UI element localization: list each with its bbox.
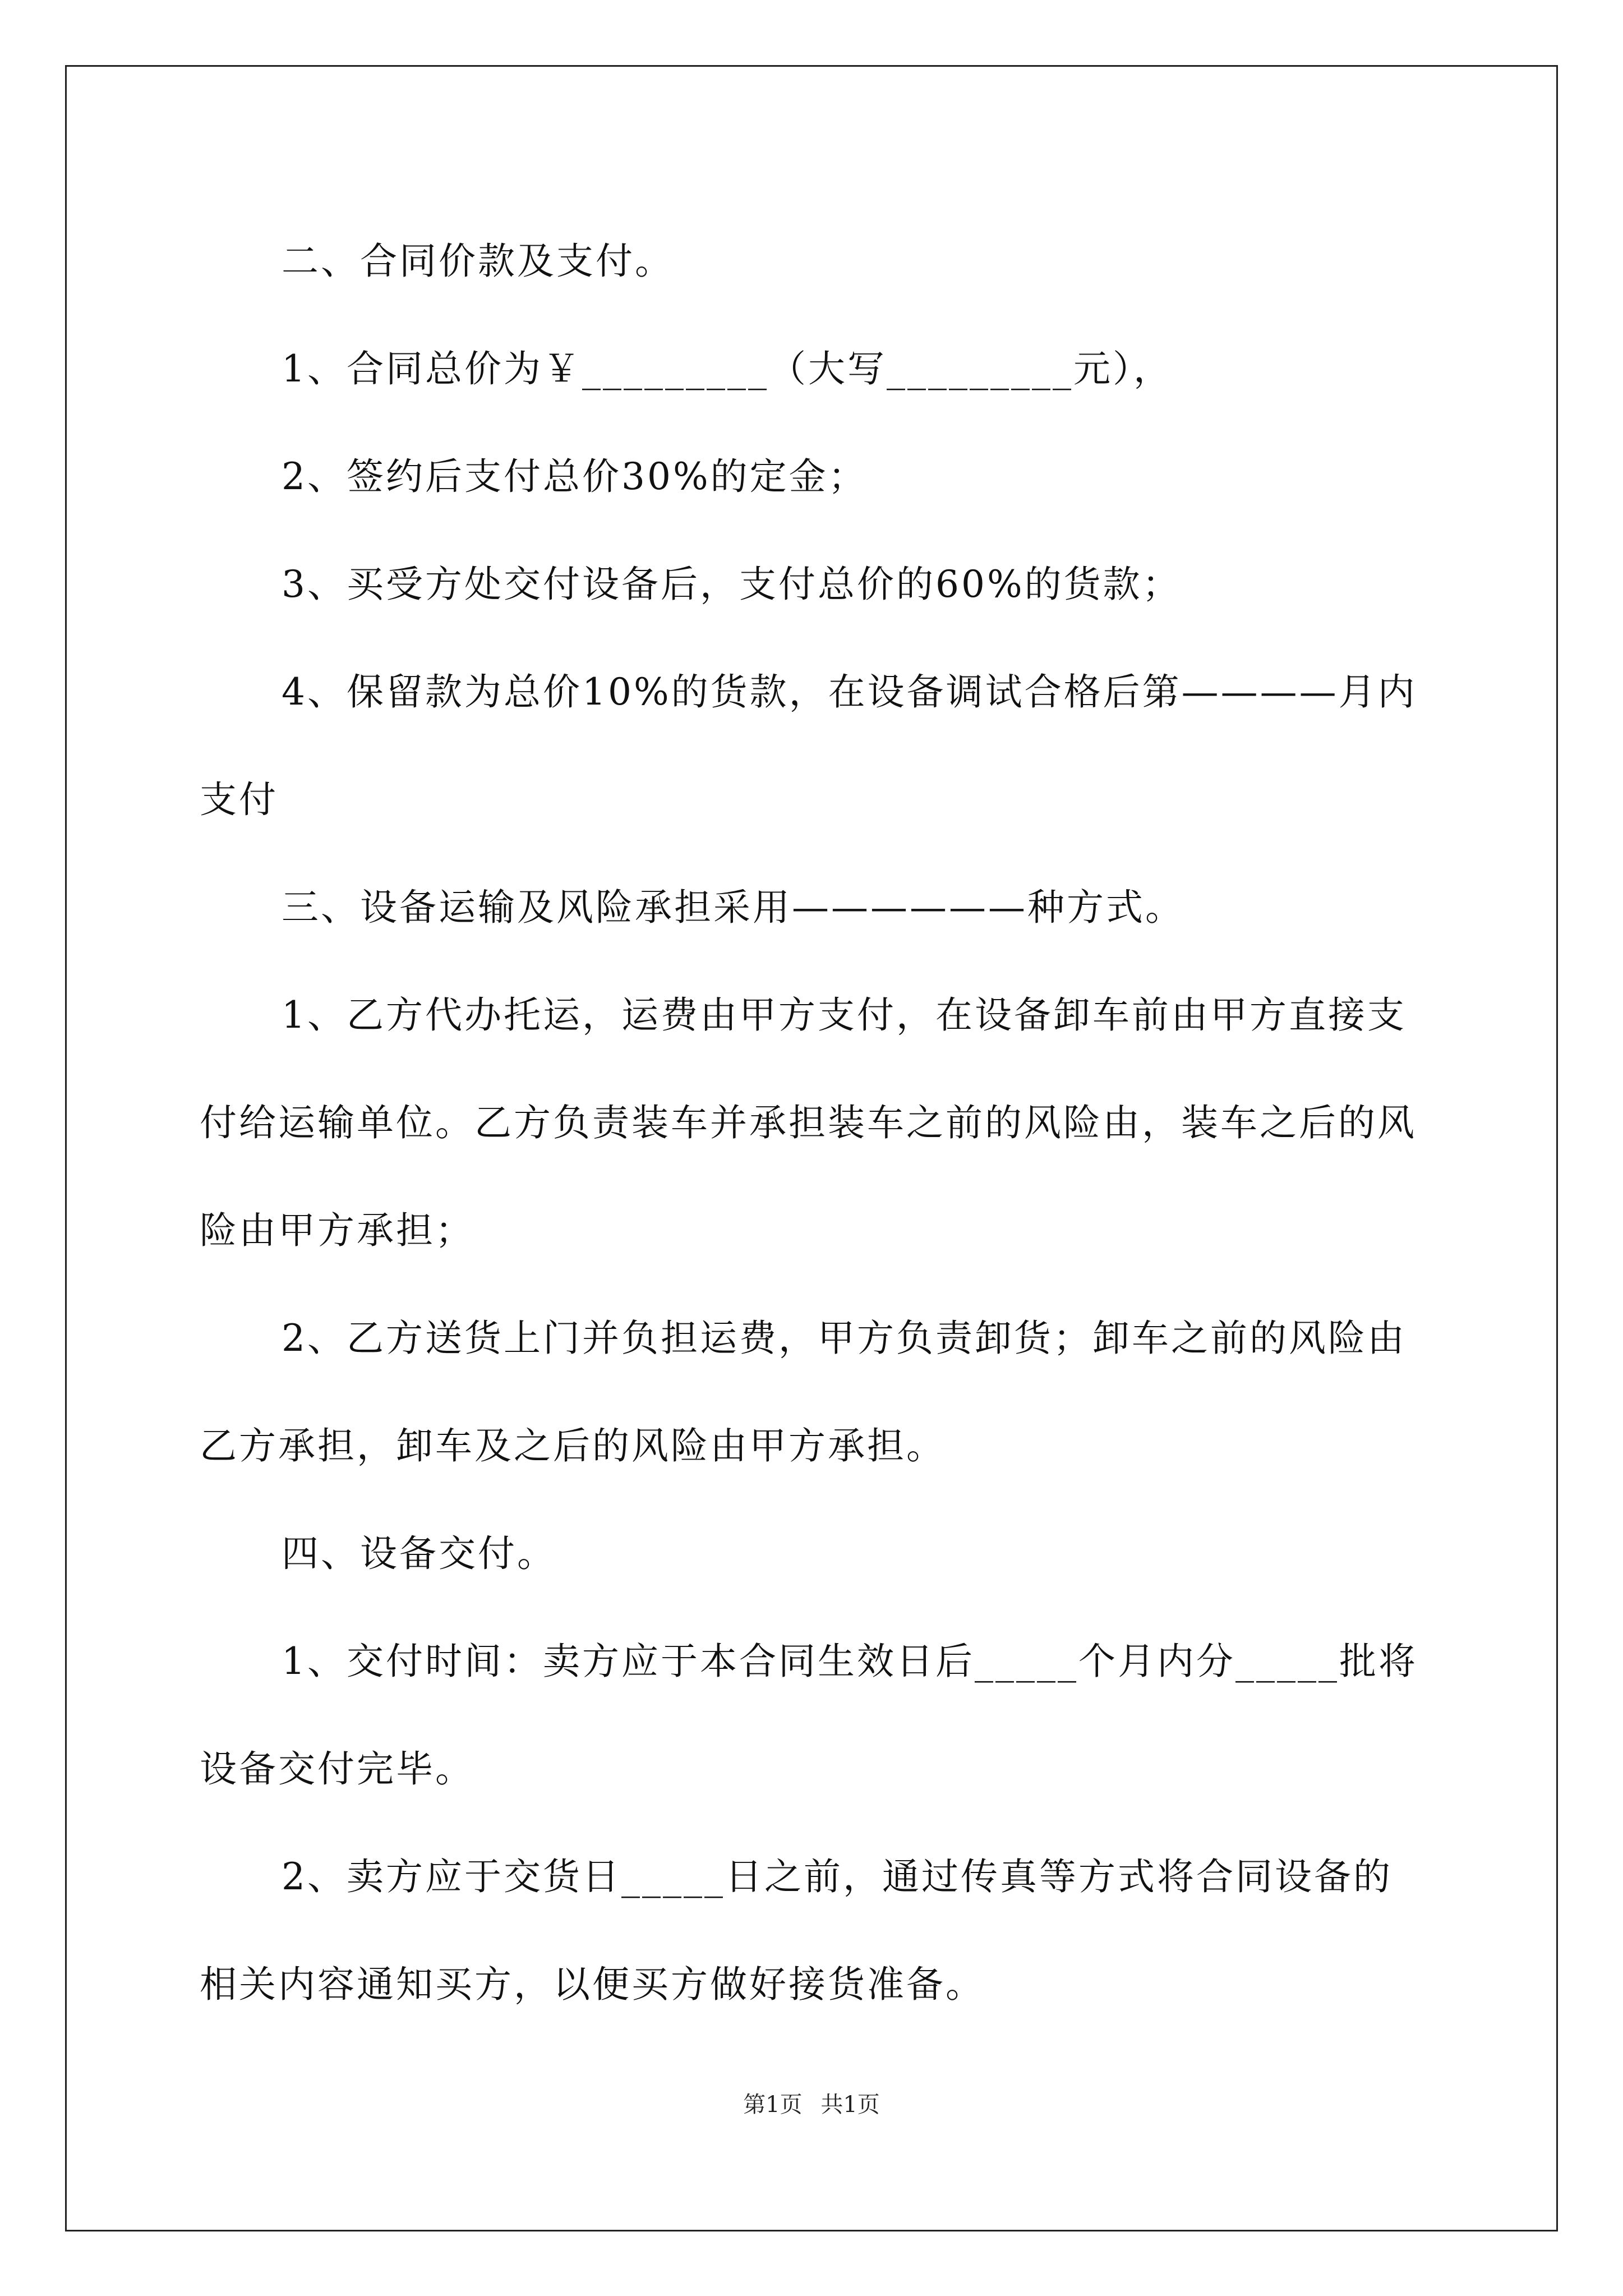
clause-consigned-shipping: 1、乙方代办托运，运费由甲方支付，在设备卸车前由甲方直接支付给运输单位。乙方负责装车并承担装车之前的风险由，装车之后的风险由甲方承担；: [200, 993, 1417, 1252]
page-number: 第1页: [743, 2092, 803, 2118]
section-heading-delivery: 四、设备交付。: [282, 1532, 556, 1575]
page-footer: [0, 2087, 1623, 2119]
clause-delivery-notice: 2、卖方应于交货日_____日之前，通过传真等方式将合同设备的相关内容通知买方，以便买方做好接货准备。: [200, 1855, 1393, 2006]
clause-retention: 4、保留款为总价10%的货款，在设备调试合格后第————月内支付: [200, 670, 1417, 821]
section-heading-payment: 二、合同价款及支付。: [282, 240, 674, 283]
clause-total-price: 1、合同总价为￥_________（大写_________元），: [282, 347, 1173, 390]
clause-delivery-time: 1、交付时间：卖方应于本合同生效日后_____个月内分_____批将设备交付完毕。: [200, 1640, 1418, 1791]
page-total: 共1页: [820, 2092, 880, 2118]
clause-delivery-payment: 3、买受方处交付设备后，支付总价的60%的货款；: [282, 563, 1182, 606]
section-heading-transport: 三、设备运输及风险承担采用——————种方式。: [282, 886, 1184, 929]
document-body: [200, 208, 1428, 2039]
clause-door-delivery: 2、乙方送货上门并负担运费，甲方负责卸货；卸车之前的风险由乙方承担，卸车及之后的风险由甲方承担。: [200, 1317, 1407, 1467]
clause-deposit: 2、签约后支付总价30%的定金；: [282, 455, 868, 498]
